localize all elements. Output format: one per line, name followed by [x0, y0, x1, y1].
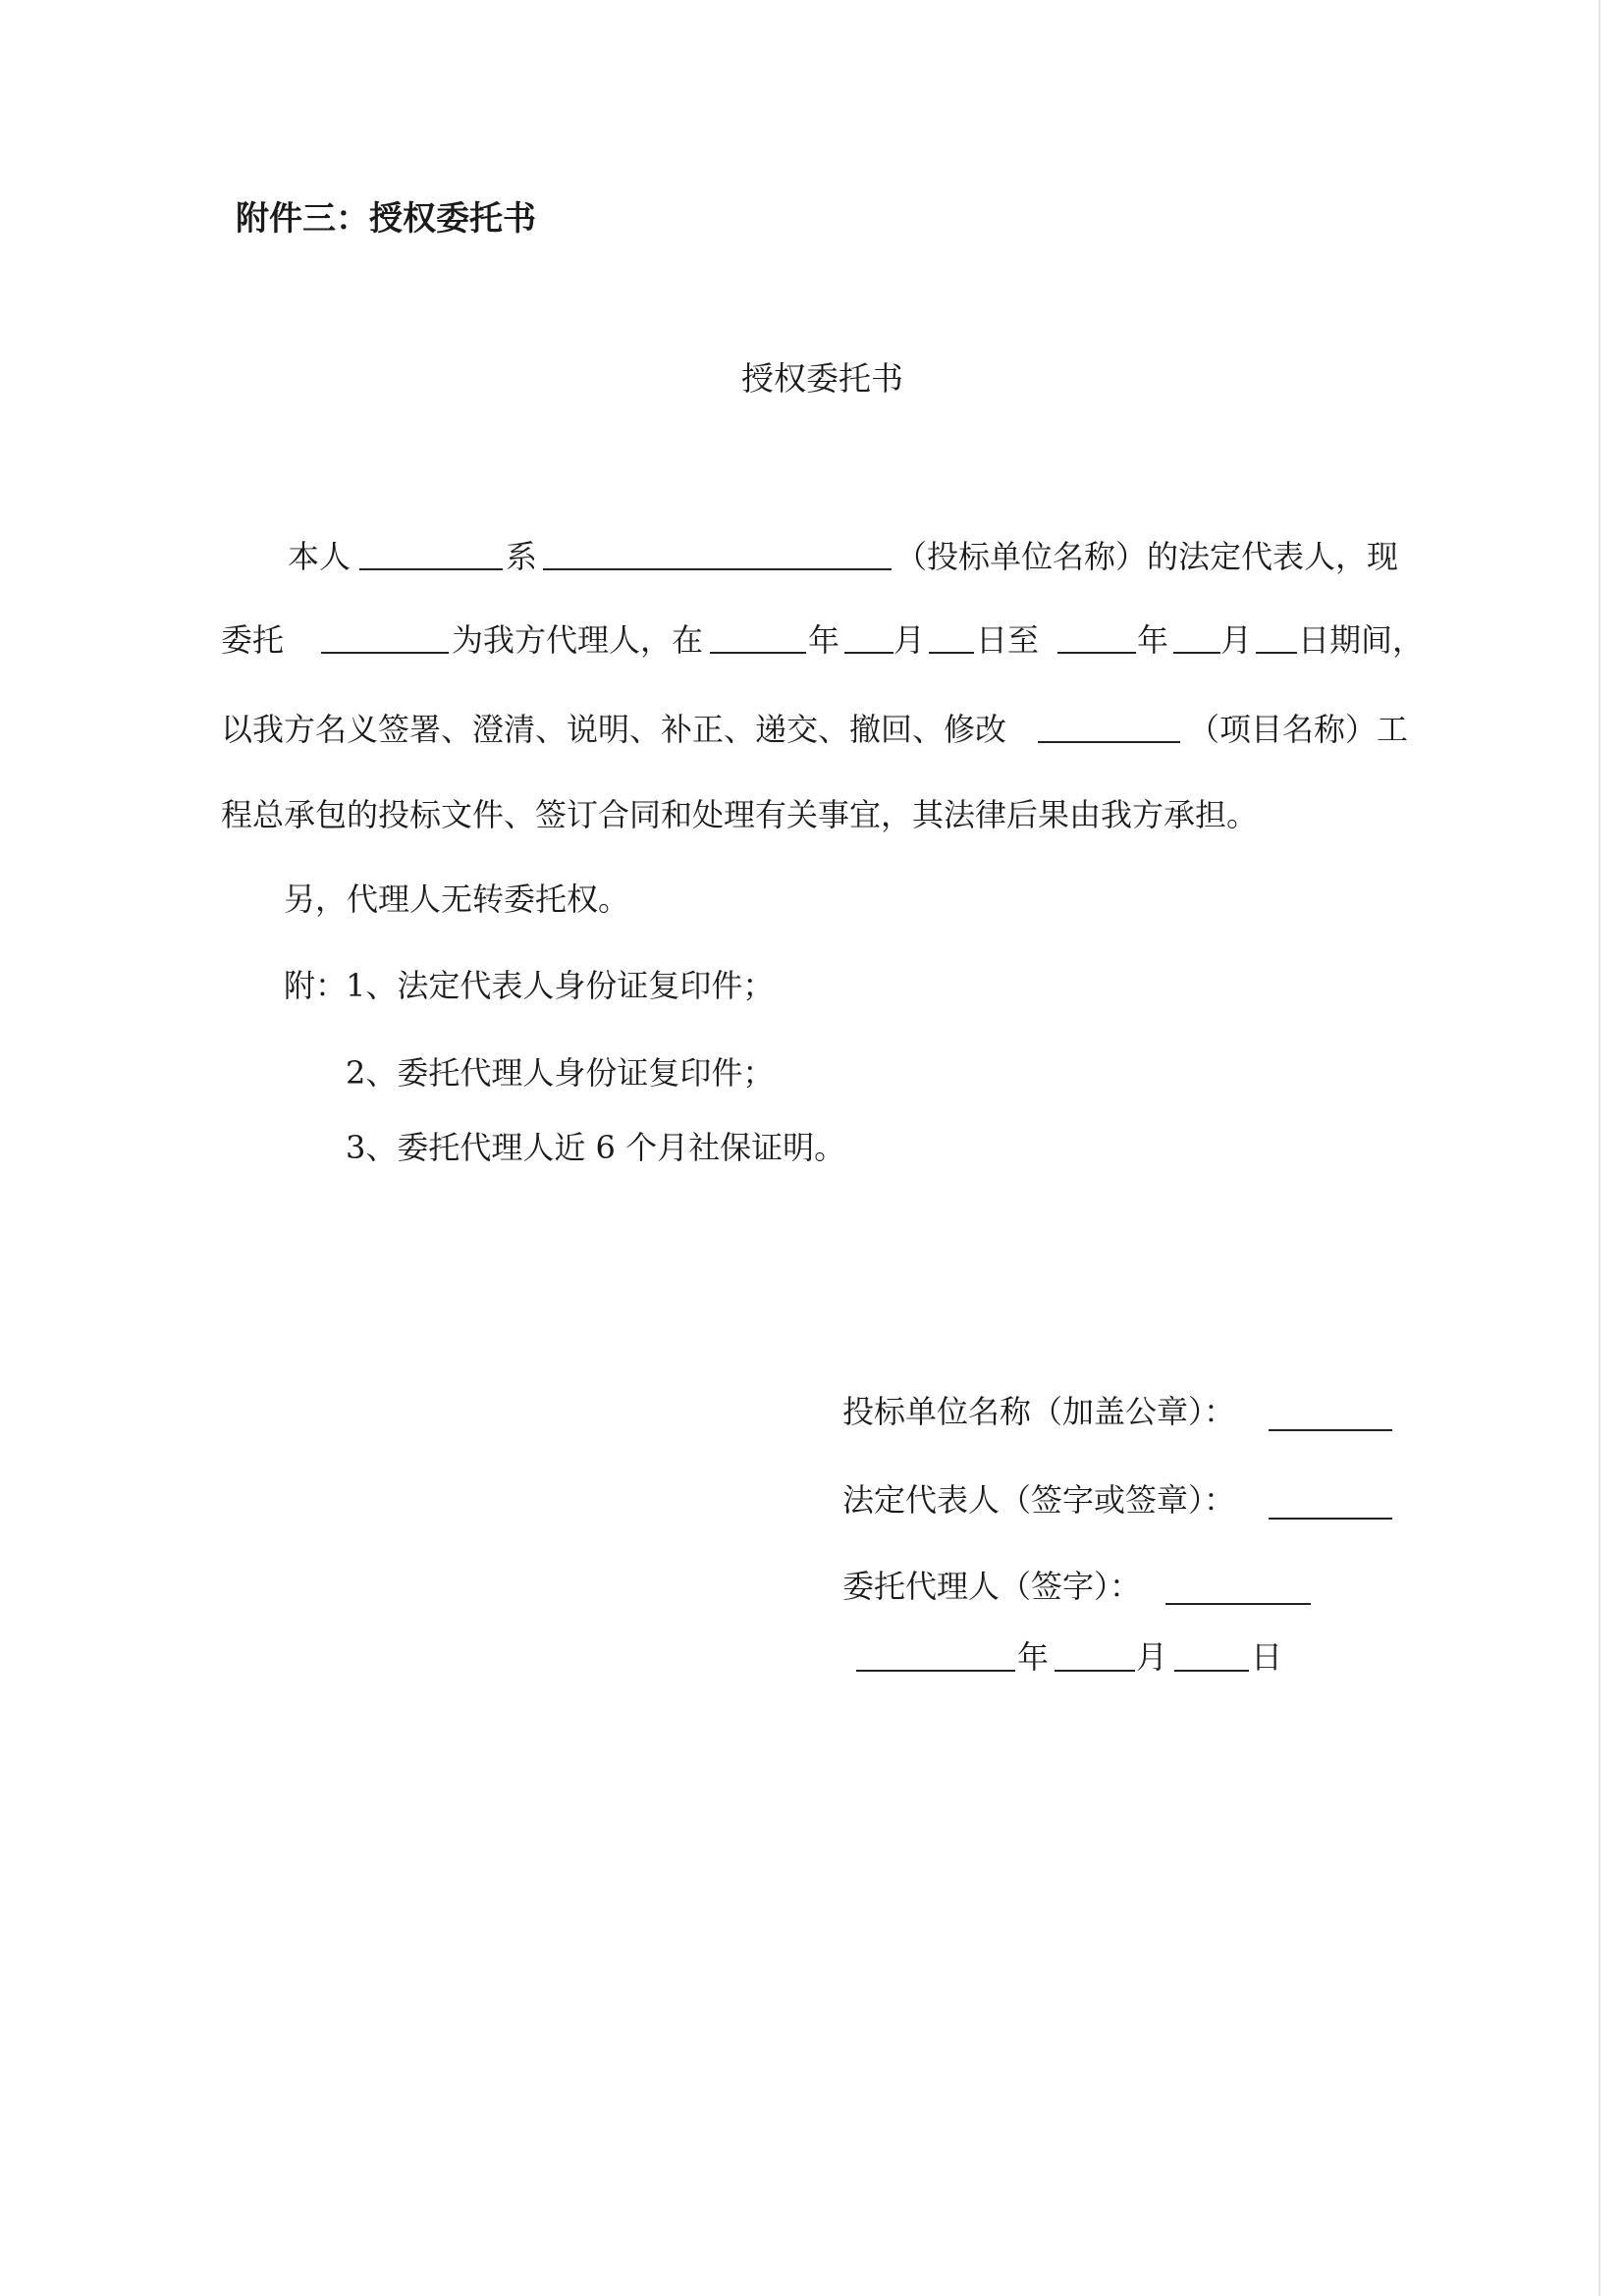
sign-month-blank[interactable]	[1055, 1670, 1135, 1672]
project-name-blank[interactable]	[1038, 741, 1180, 743]
start-year-label: 年	[808, 621, 840, 659]
agent-signature-blank[interactable]	[1165, 1603, 1311, 1605]
sign-year-label: 年	[1017, 1638, 1050, 1676]
document-title: 授权委托书	[741, 359, 903, 398]
scan-edge-line	[1598, 0, 1600, 2296]
line1-prefix: 本人	[288, 538, 352, 575]
attachment-item: 2、委托代理人身份证复印件；	[346, 1054, 775, 1092]
line2-prefix: 委托	[221, 621, 285, 659]
legal-rep-signature-label: 法定代表人（签字或签章）：	[842, 1481, 1236, 1519]
attachments-label: 附：	[284, 967, 348, 1004]
end-day-blank[interactable]	[1256, 652, 1297, 654]
name-blank[interactable]	[359, 568, 503, 570]
start-day-blank[interactable]	[929, 652, 974, 654]
start-day-to-label: 日至	[976, 621, 1040, 659]
bidder-name-blank[interactable]	[543, 568, 892, 570]
end-year-blank[interactable]	[1057, 652, 1136, 654]
attachment-item: 3、委托代理人近 6 个月社保证明。	[346, 1129, 846, 1166]
bidder-seal-label: 投标单位名称（加盖公章）：	[842, 1393, 1236, 1430]
sign-day-blank[interactable]	[1174, 1670, 1249, 1672]
body-line-4: 程总承包的投标文件、签订合同和处理有关事宜，其法律后果由我方承担。	[221, 796, 1259, 833]
line1-suffix: （投标单位名称）的法定代表人，现	[895, 538, 1399, 575]
line2-agent-suffix: 为我方代理人，在	[452, 621, 704, 659]
end-day-period-label: 日期间，	[1298, 621, 1425, 659]
agent-name-blank[interactable]	[321, 652, 449, 654]
sign-month-label: 月	[1136, 1638, 1168, 1676]
attachment-item: 1、法定代表人身份证复印件；	[346, 967, 775, 1004]
line1-mid: 系	[506, 538, 538, 575]
line3-prefix: 以我方名义签署、澄清、说明、补正、递交、撤回、修改	[221, 711, 1007, 748]
start-year-blank[interactable]	[710, 652, 806, 654]
end-month-blank[interactable]	[1173, 652, 1220, 654]
end-year-label: 年	[1137, 621, 1169, 659]
end-month-label: 月	[1220, 621, 1253, 659]
attachment-heading: 附件三：授权委托书	[236, 199, 536, 239]
legal-rep-signature-blank[interactable]	[1269, 1518, 1392, 1520]
start-month-label: 月	[893, 621, 926, 659]
no-subdelegation-note: 另，代理人无转委托权。	[284, 881, 630, 918]
start-month-blank[interactable]	[844, 652, 893, 654]
line3-suffix: （项目名称）工	[1188, 711, 1409, 748]
sign-day-label: 日	[1251, 1638, 1283, 1676]
sign-year-blank[interactable]	[856, 1670, 1015, 1672]
bidder-seal-blank[interactable]	[1269, 1429, 1392, 1431]
agent-signature-label: 委托代理人（签字）：	[842, 1568, 1142, 1605]
